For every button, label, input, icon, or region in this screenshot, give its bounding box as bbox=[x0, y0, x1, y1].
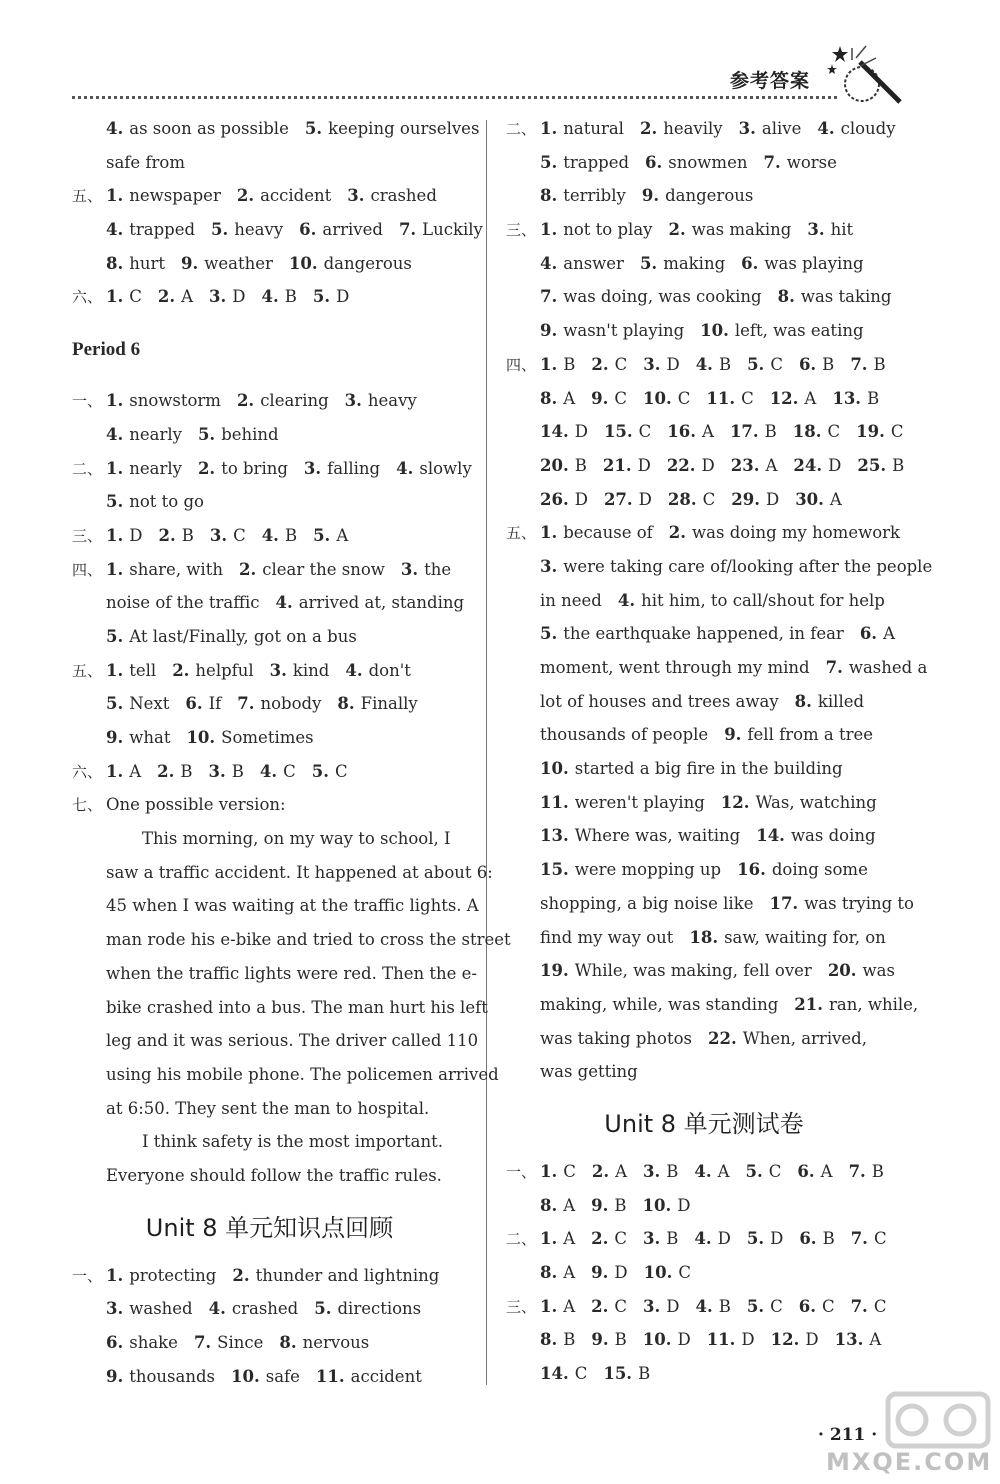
answer-line: thousands of people 9. fell from a tree bbox=[540, 725, 874, 745]
answer-line: 8. B 9. B 10. D 11. D 12. D 13. A bbox=[540, 1330, 882, 1350]
answer-line: 6. shake 7. Since 8. nervous bbox=[106, 1333, 370, 1352]
essay-line: leg and it was serious. The driver called 110 bbox=[106, 1031, 479, 1051]
answer-line: 8. A 9. C 10. C 11. C 12. A 13. B bbox=[540, 388, 880, 408]
essay-line: I think safety is the most important. bbox=[142, 1132, 443, 1152]
header-divider bbox=[72, 96, 837, 99]
answer-line: 5. Next 6. If 7. nobody 8. Finally bbox=[106, 694, 418, 714]
answer-line: moment, went through my mind 7. washed a bbox=[540, 658, 928, 677]
answer-line: 三、 1. A 2. C 3. D 4. B 5. C 6. C 7. C bbox=[506, 1296, 887, 1316]
essay-line: man rode his e-bike and tried to cross the street bbox=[106, 930, 511, 950]
page-header-title: 参考答案 bbox=[730, 70, 811, 92]
answer-line: find my way out 18. saw, waiting for, on bbox=[540, 927, 886, 947]
answer-line: lot of houses and trees away 8. killed bbox=[540, 691, 865, 711]
answer-line: noise of the traffic 4. arrived at, standing bbox=[106, 593, 465, 613]
answer-line: 六、 1. A 2. B 3. B 4. C 5. C bbox=[72, 761, 348, 781]
answer-line: in need 4. hit him, to call/shout for help bbox=[540, 590, 885, 610]
period-heading: Period 6 bbox=[72, 339, 141, 361]
page-number: · 211 · bbox=[818, 1425, 878, 1445]
answer-line: 8. A 9. B 10. D bbox=[540, 1195, 691, 1215]
answer-line: 5. trapped 6. snowmen 7. worse bbox=[540, 152, 837, 172]
answer-line: 二、 1. nearly 2. to bring 3. falling 4. slowly bbox=[72, 458, 472, 478]
answer-line: 六、 1. C 2. A 3. D 4. B 5. D bbox=[72, 287, 350, 307]
answer-line: 4. nearly 5. behind bbox=[106, 424, 279, 444]
answer-line: 一、 1. C 2. A 3. B 4. A 5. C 6. A 7. B bbox=[506, 1161, 884, 1181]
answer-line: 20. B 21. D 22. D 23. A 24. D 25. B bbox=[540, 455, 905, 475]
answer-line: 8. terribly 9. dangerous bbox=[540, 186, 754, 206]
answer-line: 三、 1. D 2. B 3. C 4. B 5. A bbox=[72, 525, 349, 545]
answer-line: shopping, a big noise like 17. was trying to bbox=[540, 893, 914, 913]
answer-line: 26. D 27. D 28. C 29. D 30. A bbox=[540, 489, 842, 509]
star-wand-icon bbox=[826, 44, 906, 106]
answer-line: 8. A 9. D 10. C bbox=[540, 1263, 691, 1282]
answer-line: 三、 1. not to play 2. was making 3. hit bbox=[506, 220, 854, 240]
answer-line: 七、 One possible version: bbox=[72, 795, 286, 815]
essay-line: at 6:50. They sent the man to hospital. bbox=[106, 1098, 430, 1118]
answer-line: 五、 1. newspaper 2. accident 3. crashed bbox=[72, 186, 437, 206]
answer-line: 5. not to go bbox=[106, 492, 204, 512]
answer-line: 3. washed 4. crashed 5. directions bbox=[106, 1299, 422, 1319]
column-divider bbox=[486, 120, 487, 1385]
answer-line: 9. thousands 10. safe 11. accident bbox=[106, 1366, 422, 1386]
answer-line: 四、 1. B 2. C 3. D 4. B 5. C 6. B 7. B bbox=[506, 354, 886, 374]
answer-line: 四、 1. share, with 2. clear the snow 3. the bbox=[72, 559, 452, 579]
answer-line: 4. trapped 5. heavy 6. arrived 7. Luckily bbox=[106, 220, 483, 240]
answer-line: 5. the earthquake happened, in fear 6. A bbox=[540, 624, 895, 644]
essay-line: This morning, on my way to school, I bbox=[142, 829, 451, 849]
left-column bbox=[72, 112, 511, 1393]
unit-test-heading: Unit 8 单元测试卷 bbox=[604, 1109, 804, 1138]
answer-line: 14. C 15. B bbox=[540, 1364, 651, 1384]
answer-line: 3. were taking care of/looking after the people bbox=[540, 556, 933, 576]
answer-line: 二、 1. natural 2. heavily 3. alive 4. cloudy bbox=[506, 119, 896, 138]
answer-line: 一、 1. protecting 2. thunder and lightning bbox=[72, 1265, 440, 1285]
answer-line: 9. what 10. Sometimes bbox=[106, 728, 314, 747]
answer-line: making, while, was standing 21. ran, while, bbox=[540, 994, 919, 1014]
answer-line: 19. While, was making, fell over 20. was bbox=[540, 961, 895, 981]
answer-line: 9. wasn't playing 10. left, was eating bbox=[540, 321, 864, 341]
answer-line: 14. D 15. C 16. A 17. B 18. C 19. C bbox=[540, 422, 904, 442]
answer-line: 二、 1. A 2. C 3. B 4. D 5. D 6. B 7. C bbox=[506, 1229, 887, 1249]
answer-line: 五、 1. tell 2. helpful 3. kind 4. don't bbox=[72, 660, 411, 680]
answer-line: 4. answer 5. making 6. was playing bbox=[540, 253, 864, 273]
answer-line: 一、 1. snowstorm 2. clearing 3. heavy bbox=[72, 391, 417, 411]
answer-line: 7. was doing, was cooking 8. was taking bbox=[540, 287, 892, 307]
answer-line: 11. weren't playing 12. Was, watching bbox=[540, 792, 877, 812]
answer-line: 10. started a big fire in the building bbox=[540, 759, 843, 779]
answer-line: was getting bbox=[540, 1062, 638, 1082]
answer-line: was taking photos 22. When, arrived, bbox=[540, 1028, 867, 1048]
answer-line: 4. as soon as possible 5. keeping ourselves bbox=[106, 119, 480, 138]
right-column bbox=[506, 112, 933, 1391]
unit-review-heading: Unit 8 单元知识点回顾 bbox=[145, 1213, 394, 1242]
essay-line: saw a traffic accident. It happened at about 6: bbox=[106, 862, 493, 882]
answer-line: 5. At last/Finally, got on a bus bbox=[106, 626, 357, 646]
essay-line: when the traffic lights were red. Then the e- bbox=[106, 963, 477, 983]
essay-line: bike crashed into a bus. The man hurt his left bbox=[106, 997, 488, 1017]
answer-line: 15. were mopping up 16. doing some bbox=[540, 860, 868, 880]
answer-line: 五、 1. because of 2. was doing my homework bbox=[506, 523, 901, 543]
watermark-text: MXQE.COM bbox=[826, 1448, 993, 1476]
answer-line: 13. Where was, waiting 14. was doing bbox=[540, 826, 876, 846]
essay-line: Everyone should follow the traffic rules. bbox=[106, 1165, 442, 1185]
essay-line: using his mobile phone. The policemen arrived bbox=[106, 1064, 499, 1084]
answer-line: safe from bbox=[106, 152, 185, 172]
answer-line: 8. hurt 9. weather 10. dangerous bbox=[106, 253, 412, 273]
essay-line: 45 when I was waiting at the traffic lights. A bbox=[106, 896, 479, 916]
